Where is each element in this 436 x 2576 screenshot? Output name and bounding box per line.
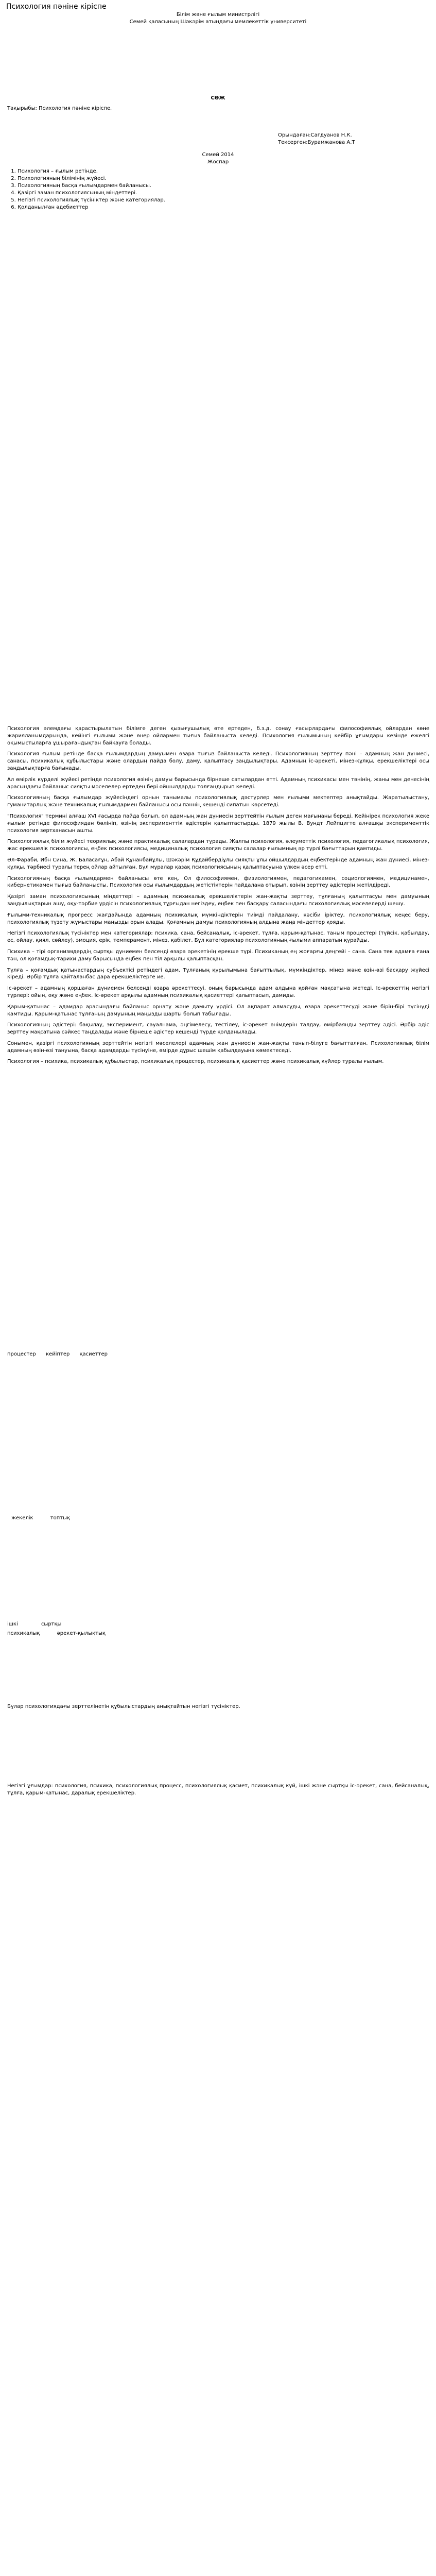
page-title: Психология пәніне кіріспе: [6, 3, 107, 11]
closing-paragraph: Бұлар психологиядағы зерттелінетін құбылыстардың анықтайтын негізгі түсініктер.: [7, 1704, 240, 1709]
toc-item: 5. Негізгі психологиялық түсініктер және категориялар.: [18, 197, 165, 204]
paragraph: Психологиялық білім жүйесі теориялық және практикалық салалардан тұрады. Жалпы психология, әлеуметтік психология, педагогикалық психология, жас ерекшелік психологиясы, еңбек психологиясы, медициналық психология сияқты салалар ғылымның әр түрлі бағыттарын қамтиды.: [7, 839, 429, 852]
paragraph: Қарым-қатынас – адамдар арасындағы байланыс орнату және дамыту үрдісі. Ол ақпарат алмасуды, өзара әрекеттесуді және бірін-бірі түсінуді қамтиды. Қарым-қатынас тұлғаның дамуының маңызды шарты болып табылады.: [7, 1004, 429, 1017]
city-year: Семей 2014: [202, 152, 234, 158]
plan-label: Жоспар: [207, 159, 229, 165]
paragraph: Іс-әрекет – адамның қоршаған дүниемен белсенді өзара әрекеттесуі, оның барысында адам алдына қойған мақсатына жетеді. Іс-әрекеттің негізгі түрлері: ойын, оқу және еңбек. Іс-әрекет арқылы адамның психикалық қасиеттері қалыптасып, дамиды.: [7, 986, 429, 998]
paragraph: Негізгі психологиялық түсініктер мен категориялар: психика, сана, бейсаналық, іс-әрекет, тұлға, қарым-қатынас, таным процестері (түйсік, қабылдау, ес, ойлау, қиял, сөйлеу), эмоция, ерік, темперамент, мінез, қабілет. Бұл категориялар психологияның ғылыми аппаратын құрайды.: [7, 930, 429, 944]
ministry-line: Білім және ғылым министрлігі: [176, 12, 260, 18]
category-term: кейіптер: [45, 1351, 70, 1357]
toc-item: 2. Психологияның білімінің жүйесі.: [18, 175, 165, 182]
topic-line: Тақырыбы: Психология пәніне кіріспе.: [7, 106, 112, 111]
table-of-contents: [10, 168, 165, 211]
paragraph: Психология – психика, психикалық құбылыстар, психикалық процестер, психикалық қасиеттер және психикалық күйлер туралы ғылым.: [7, 1059, 384, 1065]
paragraph: Психологияның басқа ғылымдармен байланысы өте кең. Ол философиямен, физиологиямен, педагогикамен, социологиямен, медицинамен, кибернетикамен тығыз байланысты. Психология осы ғылымдардың жетістіктерін пайдалана отырып, өзінің зерттеу әдістерін жетілдіреді.: [7, 875, 429, 889]
category-term: процестер: [7, 1351, 36, 1357]
paragraph: Психологияның әдістері: бақылау, эксперимент, сауалнама, әңгімелесу, тестілеу, іс-әрекет өнімдерін талдау, өмірбаянды зерттеу әдісі. Әрбір әдіс зерттеу мақсатына сәйкес таңдалады және бірнеше әдістер кешенді түрде қолданылады.: [7, 1022, 429, 1036]
paragraph: "Психология" термині алғаш XVI ғасырда пайда болып, ол адамның жан дүниесін зерттейтін ғылым деген мағынаны береді. Кейінірек психология жеке ғылым ретінде философиядан бөлініп, өзінің эксперименттік әдістерін қалыптастырды. 1879 жылы В. Вундт Лейпцигте алғашқы эксперименттік психология зертханасын ашты.: [7, 813, 429, 834]
paragraph: Психологияның басқа ғылымдар жүйесіндегі орнын танымалы психологиялық дәстүрлер мен ғылыми мектептер анықтайды. Жаратылыстану, гуманитарлық және техникалық ғылымдармен байланысы осы пәннің кешенді сипатын көрсетеді.: [7, 795, 429, 808]
paragraph: Ғылыми-техникалық прогресс жағдайында адамның психикалық мүмкіндіктерін тиімді пайдалану, кәсіби іріктеу, психологиялық кеңес беру, психологиялық түзету жұмыстары маңызды орын алады. Қоғамның дамуы психологияның алдына жаңа міндеттер қояды.: [7, 912, 429, 925]
paragraph: Ал өмірлік күрделі жүйесі ретінде психология өзінің дамуы барысында бірнеше сатылардан өтті. Адамның психикасы мен тәнінің, жаны мен денесінің арасындағы байланыс сияқты мәселелер ертеден бері ойшылдарды толғандырып келеді.: [7, 776, 429, 790]
category-term: ішкі: [7, 1621, 18, 1627]
category-row-individual: [11, 1515, 70, 1522]
toc-item: 4. Қазіргі заман психологиясының міндеттері.: [18, 190, 165, 197]
toc-item: 6. Қолданылған әдебиеттер: [18, 204, 165, 211]
category-term: психикалық: [7, 1631, 40, 1636]
toc-item: 1. Психология – ғылым ретінде.: [18, 168, 165, 175]
category-row-processes: [7, 1351, 108, 1358]
category-row-psychic: [7, 1630, 106, 1637]
category-term: сыртқы: [41, 1621, 62, 1627]
paragraph: Қазіргі заман психологиясының міндеттері – адамның психикалық ерекшеліктерін жан-жақты зерттеу, тұлғаның қалыптасуы мен дамуының заңдылықтарын ашу, оқу-тәрбие үрдісін психологиялық тұрғыдан негіздеу, еңбек пен басқару саласындағы психологиялық мәселелерді шешу.: [7, 894, 429, 907]
category-term: қасиеттер: [79, 1351, 108, 1357]
paragraph: Психика – тірі организмдердің сыртқы дүниемен белсенді өзара әрекетінің ерекше түрі. Психиканың ең жоғарғы деңгейі – сана. Сана тек адамға ғана тән, ол қоғамдық-тарихи даму барысында еңбек пен тіл арқылы қалыптасқан.: [7, 948, 429, 962]
category-row-internal: [7, 1621, 61, 1628]
author-line-2: Тексерген:Бурамжанова А.Т: [278, 140, 355, 145]
paragraph: Психология әлемдағы қарастырылатын білімге деген қызығушылық өте ертеден, б.з.д. сонау ғасырлардағы философиялық ойлардан көне жарияланымдарында, кейінгі ғылыми және өнер ойлармен тығыз байланыста келеді. Психология ғылымының кейбір ұғымдары кезінде ежелгі оқымыстыларға ұшырағандықтан байқауға болады.: [7, 726, 429, 746]
category-term: жекелік: [11, 1515, 33, 1521]
toc-item: 3. Психологияның басқа ғылымдармен байланысы.: [18, 182, 165, 190]
university-line: Семей қаласының Шәкәрім атындағы мемлекеттік университеті: [129, 19, 307, 25]
category-term: топтық: [50, 1515, 71, 1521]
main-text: [7, 725, 429, 1070]
paragraph: Психология ғылым ретінде басқа ғылымдардың дамуымен өзара тығыз байланыста келеді. Психологияның зерттеу пәні – адамның жан дүниесі, санасы, психикалық құбылыстары және олардың пайда болу, даму, қалыптасу заңдылықтары. Адамның іс-әрекеті, мінез-құлқы, ерекшеліктері осы заңдылықтарға бағынады.: [7, 751, 429, 771]
paragraph: Сонымен, қазіргі психологияның зерттейтін негізгі мәселелері адамның жан дүниесін жан-жақты танып-білуге бағытталған. Психологиялық білім адамның өзін-өзі тануына, басқа адамдарды түсінуіне, өмірде дұрыс шешім қабылдауына көмектеседі.: [7, 1040, 429, 1054]
paragraph: Тұлға – қоғамдық қатынастардың субъектісі ретіндегі адам. Тұлғаның құрылымына бағыттылық, мүмкіндіктер, мінез және өзін-өзі басқару жүйесі кіреді. Әрбір тұлға қайталанбас дара ерекшеліктерге ие.: [7, 967, 429, 980]
closing-paragraph: Негізгі ұғымдар: психология, психика, психологиялық процесс, психологиялық қасиет, психикалық күй, ішкі және сыртқы іс-әрекет, сана, бейсаналық, тұлға, қарым-қатынас, даралық ерекшеліктер.: [7, 1783, 429, 1796]
srs-label: СӨЖ: [211, 95, 225, 101]
author-line-1: Орындаған:Сагдуанов Н.К.: [278, 132, 352, 138]
category-term: әрекет-қылықтық: [57, 1631, 106, 1636]
paragraph: Әл-Фараби, Ибн Сина, Ж. Баласағұн, Абай Құнанбайұлы, Шәкәрім Құдайбердіұлы сияқты ұлы ойшылдардың еңбектерінде адамның жан дүниесі, мінез-құлқы, тәрбиесі туралы терең ойлар айтылған. Бұл мұралар қазақ психологиясының қалыптасуына үлкен әсер етті.: [7, 857, 429, 870]
